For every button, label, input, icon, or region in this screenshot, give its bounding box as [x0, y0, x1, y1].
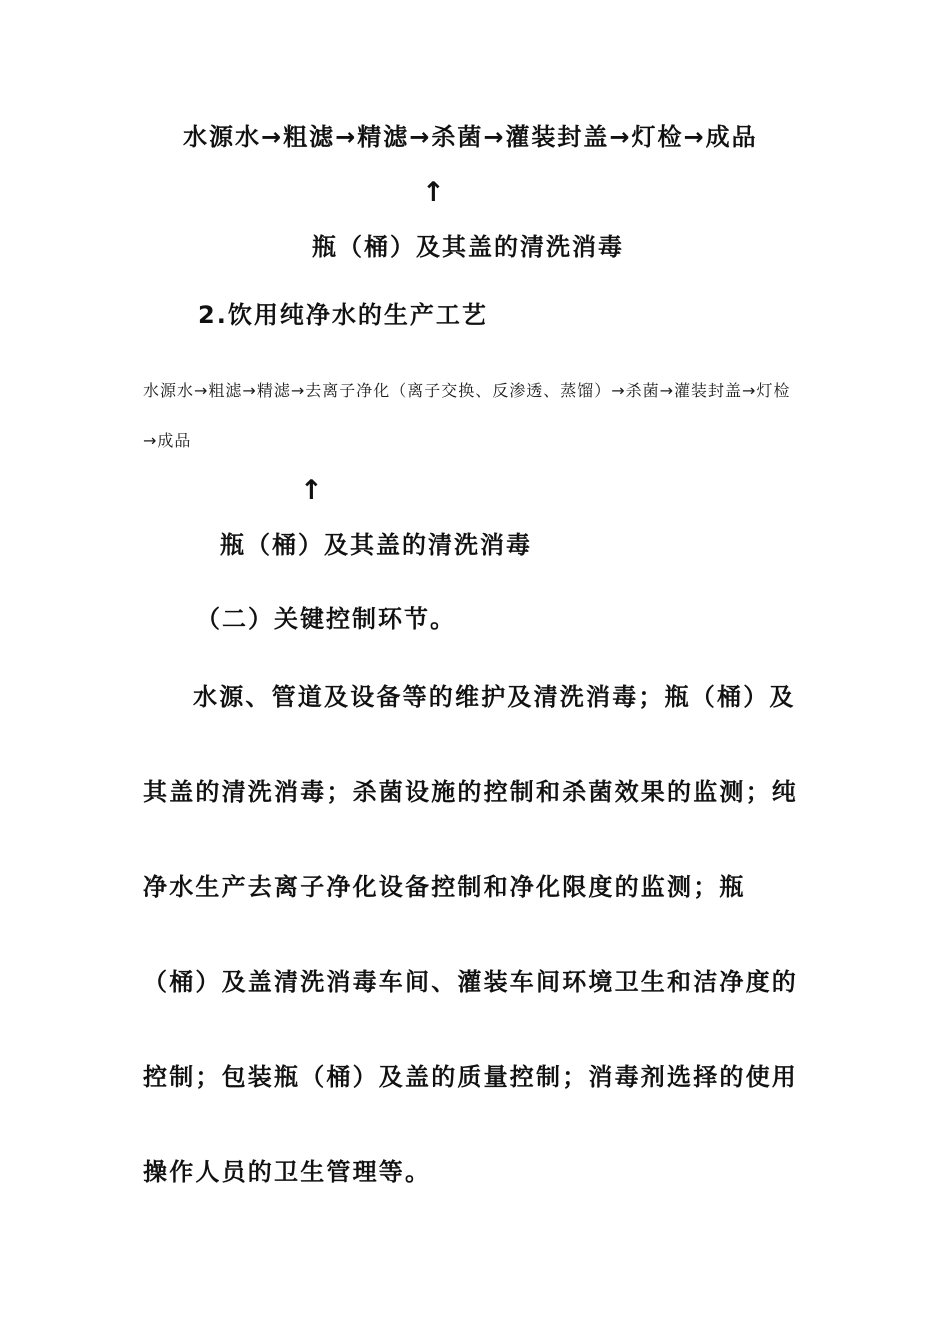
section-heading-key-control: （二）关键控制环节。: [196, 605, 456, 633]
process-flow-purified-water: [143, 366, 850, 466]
paragraph-line: 其盖的清洗消毒；杀菌设施的控制和杀菌效果的监测；纯: [143, 778, 798, 806]
flow-note-bottle-cleaning-1: 瓶（桶）及其盖的清洗消毒: [312, 233, 624, 261]
flow-note-bottle-cleaning-2: 瓶（桶）及其盖的清洗消毒: [220, 531, 532, 559]
up-arrow-icon: ↑: [422, 177, 445, 208]
paragraph-line: 净水生产去离子净化设备控制和净化限度的监测；瓶: [143, 873, 746, 901]
up-arrow-icon: ↑: [300, 475, 323, 506]
paragraph-line: （桶）及盖清洗消毒车间、灌装车间环境卫生和洁净度的: [143, 968, 798, 996]
key-control-paragraph: [143, 650, 950, 1220]
paragraph-line: 控制；包装瓶（桶）及盖的质量控制；消毒剂选择的使用: [143, 1063, 798, 1091]
paragraph-line: 操作人员的卫生管理等。: [143, 1158, 432, 1186]
process-flow-purified-line-1: 水源水→粗滤→精滤→去离子净化（离子交换、反渗透、蒸馏）→杀菌→灌装封盖→灯检: [143, 381, 791, 400]
process-flow-mineral-water: 水源水→粗滤→精滤→杀菌→灌装封盖→灯检→成品: [183, 123, 758, 151]
subheading-purified-water-process: 2.饮用纯净水的生产工艺: [198, 301, 488, 329]
paragraph-line: 水源、管道及设备等的维护及清洗消毒；瓶（桶）及: [193, 683, 796, 711]
process-flow-purified-line-2: →成品: [143, 431, 192, 450]
